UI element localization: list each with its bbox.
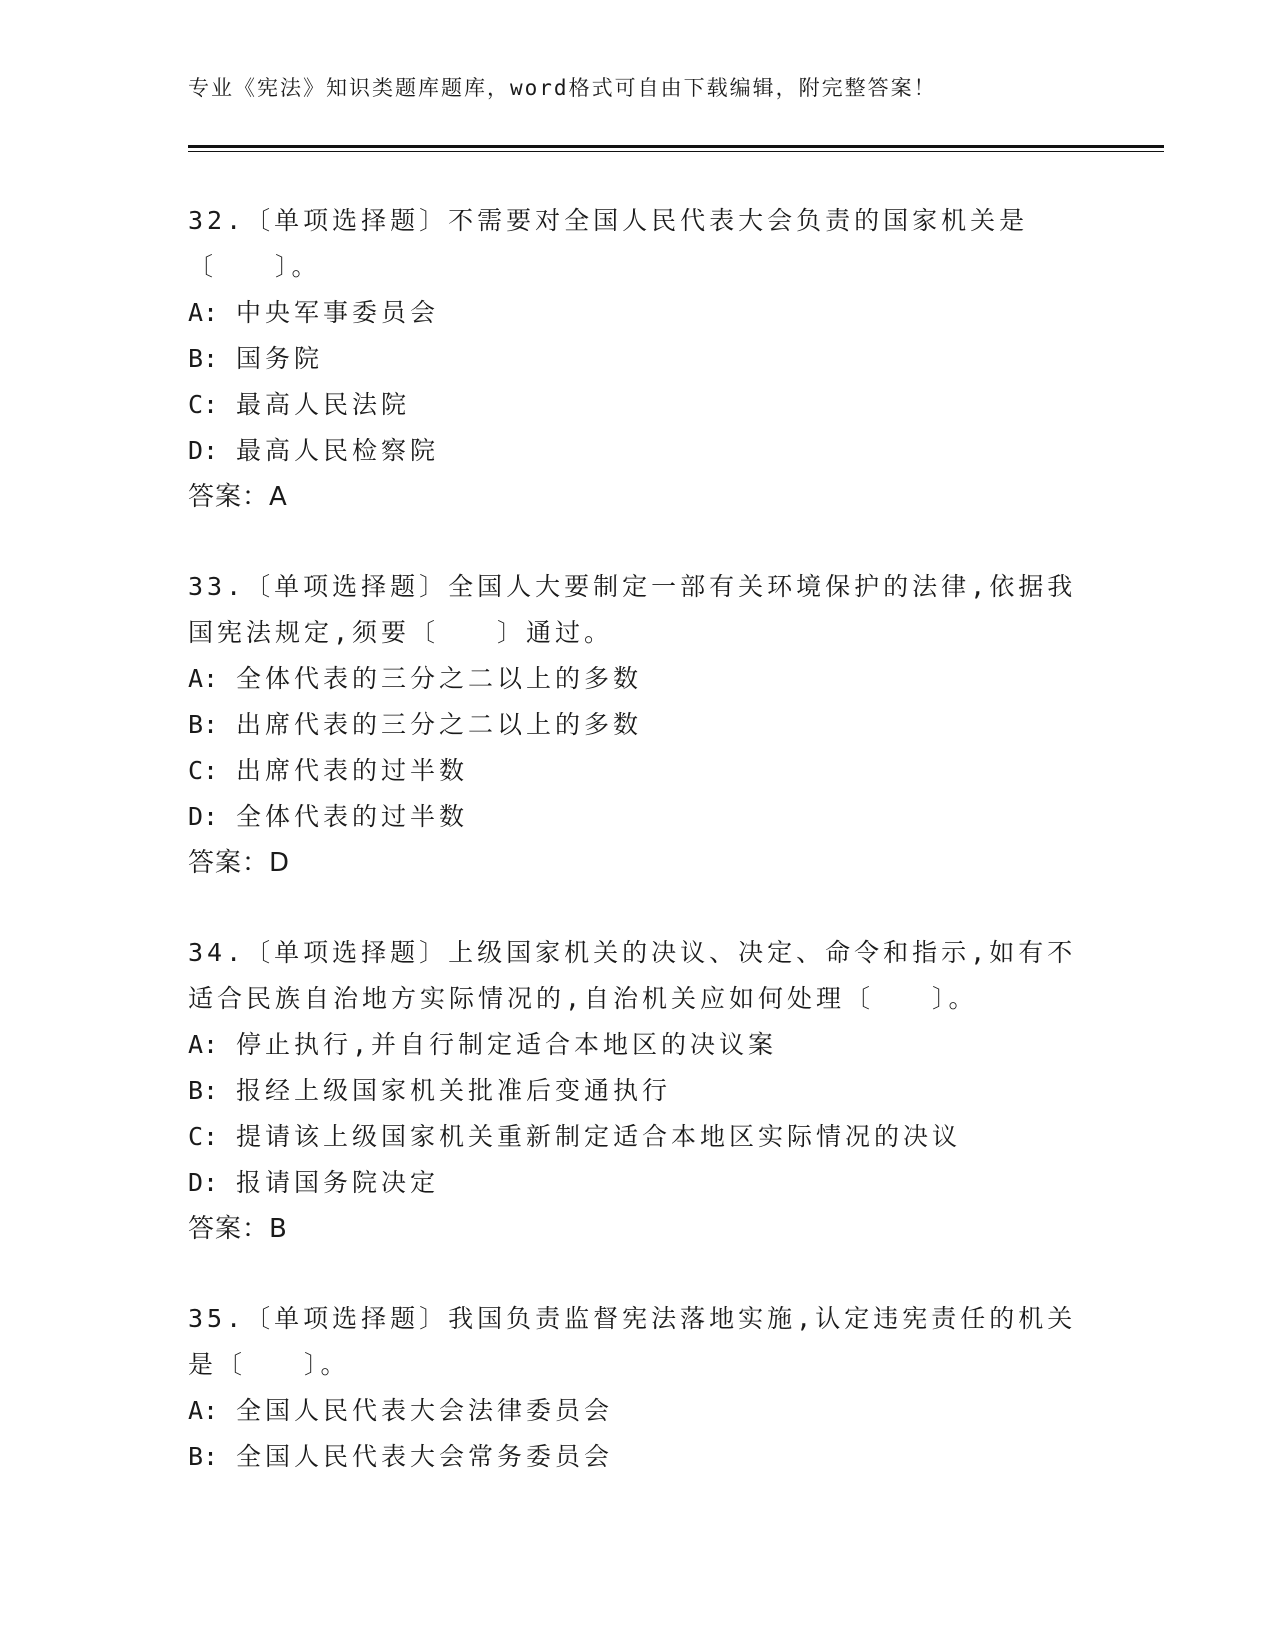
header-rule-thin: [188, 151, 1164, 152]
option-text: 报请国务院决定: [236, 1168, 440, 1197]
option-text: 停止执行,并自行制定适合本地区的决议案: [236, 1030, 778, 1059]
answer-line: 答案：B: [188, 1214, 288, 1244]
answer-line: 答案：D: [188, 848, 291, 878]
question-33: [188, 564, 1078, 886]
option-text: 出席代表的三分之二以上的多数: [236, 710, 643, 739]
page-header: 专业《宪法》知识类题库题库，word格式可自由下载编辑，附完整答案！: [188, 76, 937, 100]
option-d: [188, 794, 1078, 840]
question-32: [188, 198, 1078, 520]
option-letter: C:: [188, 1122, 219, 1151]
header-rule-thick: [188, 145, 1164, 148]
option-text: 中央军事委员会: [236, 298, 440, 327]
option-letter: B:: [188, 344, 219, 373]
question-35: [188, 1296, 1078, 1480]
option-letter: B:: [188, 1076, 219, 1105]
option-letter: C:: [188, 756, 219, 785]
option-b: [188, 336, 1078, 382]
option-a: [188, 1022, 1078, 1068]
option-letter: D:: [188, 802, 219, 831]
question-stem: 35.〔单项选择题〕我国负责监督宪法落地实施,认定违宪责任的机关是〔 〕。: [188, 1304, 1077, 1379]
option-a: [188, 1388, 1078, 1434]
option-a: [188, 656, 1078, 702]
option-letter: A:: [188, 298, 219, 327]
question-stem: 32.〔单项选择题〕不需要对全国人民代表大会负责的国家机关是〔 〕。: [188, 206, 1029, 281]
option-b: [188, 702, 1078, 748]
option-b: [188, 1434, 1078, 1480]
question-34: [188, 930, 1078, 1252]
option-letter: A:: [188, 1396, 219, 1425]
option-letter: D:: [188, 436, 219, 465]
option-text: 全国人民代表大会法律委员会: [236, 1396, 614, 1425]
option-c: [188, 1114, 1078, 1160]
option-text: 全体代表的三分之二以上的多数: [236, 664, 643, 693]
option-text: 提请该上级国家机关重新制定适合本地区实际情况的决议: [236, 1122, 962, 1151]
option-a: [188, 290, 1078, 336]
option-text: 全体代表的过半数: [236, 802, 469, 831]
option-letter: B:: [188, 1442, 219, 1471]
option-text: 最高人民法院: [236, 390, 411, 419]
option-d: [188, 428, 1078, 474]
question-stem: 34.〔单项选择题〕上级国家机关的决议、决定、命令和指示,如有不适合民族自治地方实际情况的,自治机关应如何处理〔 〕。: [188, 938, 1077, 1013]
option-letter: C:: [188, 390, 219, 419]
option-letter: A:: [188, 664, 219, 693]
option-text: 全国人民代表大会常务委员会: [236, 1442, 614, 1471]
option-b: [188, 1068, 1078, 1114]
option-letter: D:: [188, 1168, 219, 1197]
option-text: 国务院: [236, 344, 324, 373]
option-text: 出席代表的过半数: [236, 756, 469, 785]
question-list: [188, 198, 1078, 1524]
option-letter: B:: [188, 710, 219, 739]
answer-line: 答案：A: [188, 482, 288, 512]
option-c: [188, 748, 1078, 794]
option-c: [188, 382, 1078, 428]
option-letter: A:: [188, 1030, 219, 1059]
option-text: 最高人民检察院: [236, 436, 440, 465]
question-stem: 33.〔单项选择题〕全国人大要制定一部有关环境保护的法律,依据我国宪法规定,须要〔 〕通过。: [188, 572, 1077, 647]
option-text: 报经上级国家机关批准后变通执行: [236, 1076, 672, 1105]
option-d: [188, 1160, 1078, 1206]
